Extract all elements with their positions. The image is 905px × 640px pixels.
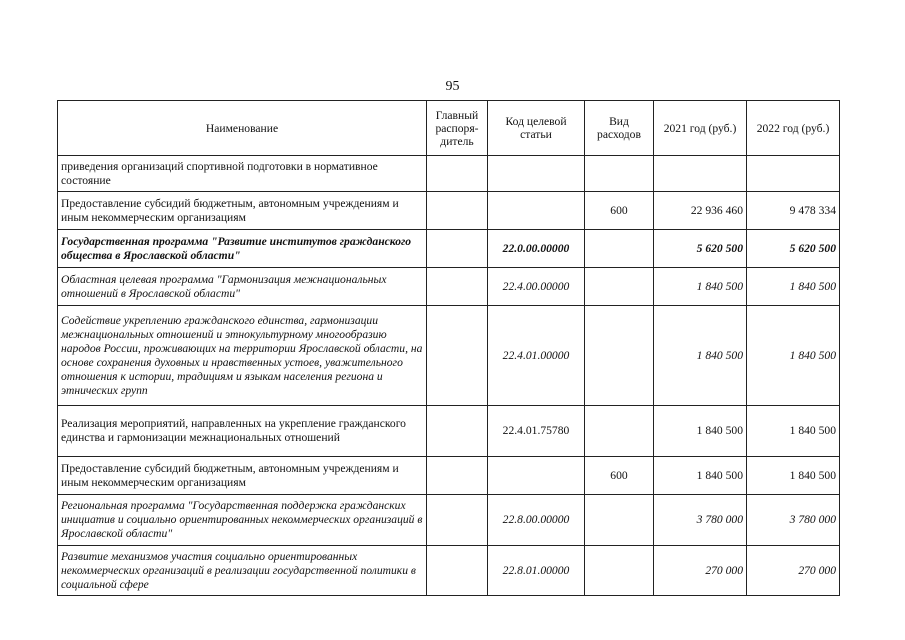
row-2021-cell: 22 936 460 — [654, 192, 747, 230]
row-2022-cell: 3 780 000 — [747, 495, 840, 546]
row-type-cell — [585, 156, 654, 192]
row-code-cell — [488, 457, 585, 495]
row-2022-cell: 270 000 — [747, 546, 840, 596]
budget-table — [57, 100, 840, 596]
row-admin-cell — [427, 457, 488, 495]
row-name-cell: Региональная программа "Государственная поддержка гражданских инициатив и социально ориентированных некоммерческих организаций в Ярославской области" — [58, 495, 427, 546]
table-header-row — [58, 101, 840, 156]
row-2021-cell: 3 780 000 — [654, 495, 747, 546]
row-code-cell — [488, 192, 585, 230]
row-2022-cell — [747, 156, 840, 192]
row-code-cell: 22.0.00.00000 — [488, 230, 585, 268]
row-code-cell: 22.4.00.00000 — [488, 268, 585, 306]
table-row — [58, 546, 840, 596]
row-name-cell: Областная целевая программа "Гармонизация межнациональных отношений в Ярославской области" — [58, 268, 427, 306]
row-code-cell: 22.8.01.00000 — [488, 546, 585, 596]
row-admin-cell — [427, 495, 488, 546]
row-type-cell — [585, 546, 654, 596]
row-2021-cell: 5 620 500 — [654, 230, 747, 268]
row-2021-cell: 1 840 500 — [654, 406, 747, 457]
row-type-cell — [585, 230, 654, 268]
header-name: Наименование — [58, 101, 427, 156]
row-type-cell: 600 — [585, 192, 654, 230]
row-type-cell: 600 — [585, 457, 654, 495]
row-2022-cell: 1 840 500 — [747, 268, 840, 306]
table-row — [58, 268, 840, 306]
table-row — [58, 192, 840, 230]
row-type-cell — [585, 495, 654, 546]
row-admin-cell — [427, 546, 488, 596]
row-admin-cell — [427, 406, 488, 457]
row-name-cell: Развитие механизмов участия социально ориентированных некоммерческих организаций в реализации государственной политики в социальной сфере — [58, 546, 427, 596]
row-name-cell: Содействие укреплению гражданского единства, гармонизации межнациональных отношений и этнокультурному многообразию народов России, проживающих на территории Ярославской области, на основе сохранения духовных и нравственных устоев, уважительного отношения к истории, традициям и языкам населения региона и этнических групп — [58, 306, 427, 406]
row-2021-cell: 1 840 500 — [654, 457, 747, 495]
row-code-cell: 22.4.01.00000 — [488, 306, 585, 406]
row-type-cell — [585, 268, 654, 306]
header-admin: Главный распоря-дитель — [427, 101, 488, 156]
row-type-cell — [585, 306, 654, 406]
table-row — [58, 406, 840, 457]
header-code: Код целевой статьи — [488, 101, 585, 156]
row-2021-cell: 1 840 500 — [654, 268, 747, 306]
header-2021: 2021 год (руб.) — [654, 101, 747, 156]
table-row — [58, 306, 840, 406]
row-admin-cell — [427, 156, 488, 192]
row-name-cell: Предоставление субсидий бюджетным, автономным учреждениям и иным некоммерческим организациям — [58, 457, 427, 495]
row-type-cell — [585, 406, 654, 457]
row-code-cell — [488, 156, 585, 192]
row-2022-cell: 1 840 500 — [747, 457, 840, 495]
row-admin-cell — [427, 306, 488, 406]
row-2022-cell: 1 840 500 — [747, 406, 840, 457]
row-2021-cell: 270 000 — [654, 546, 747, 596]
row-2021-cell: 1 840 500 — [654, 306, 747, 406]
row-admin-cell — [427, 230, 488, 268]
table-row — [58, 457, 840, 495]
row-code-cell: 22.4.01.75780 — [488, 406, 585, 457]
row-name-cell: Предоставление субсидий бюджетным, автономным учреждениям и иным некоммерческим организациям — [58, 192, 427, 230]
table-row — [58, 156, 840, 192]
row-code-cell: 22.8.00.00000 — [488, 495, 585, 546]
row-2022-cell: 9 478 334 — [747, 192, 840, 230]
row-2021-cell — [654, 156, 747, 192]
row-admin-cell — [427, 268, 488, 306]
page-number: 95 — [445, 79, 460, 94]
row-name-cell: Государственная программа "Развитие институтов гражданского общества в Ярославской области" — [58, 230, 427, 268]
header-type: Вид расходов — [585, 101, 654, 156]
header-2022: 2022 год (руб.) — [747, 101, 840, 156]
row-name-cell: приведения организаций спортивной подготовки в нормативное состояние — [58, 156, 427, 192]
table-row — [58, 495, 840, 546]
table-row — [58, 230, 840, 268]
row-admin-cell — [427, 192, 488, 230]
row-2022-cell: 5 620 500 — [747, 230, 840, 268]
table-body — [58, 156, 840, 596]
row-2022-cell: 1 840 500 — [747, 306, 840, 406]
row-name-cell: Реализация мероприятий, направленных на укрепление гражданского единства и гармонизации межнациональных отношений — [58, 406, 427, 457]
